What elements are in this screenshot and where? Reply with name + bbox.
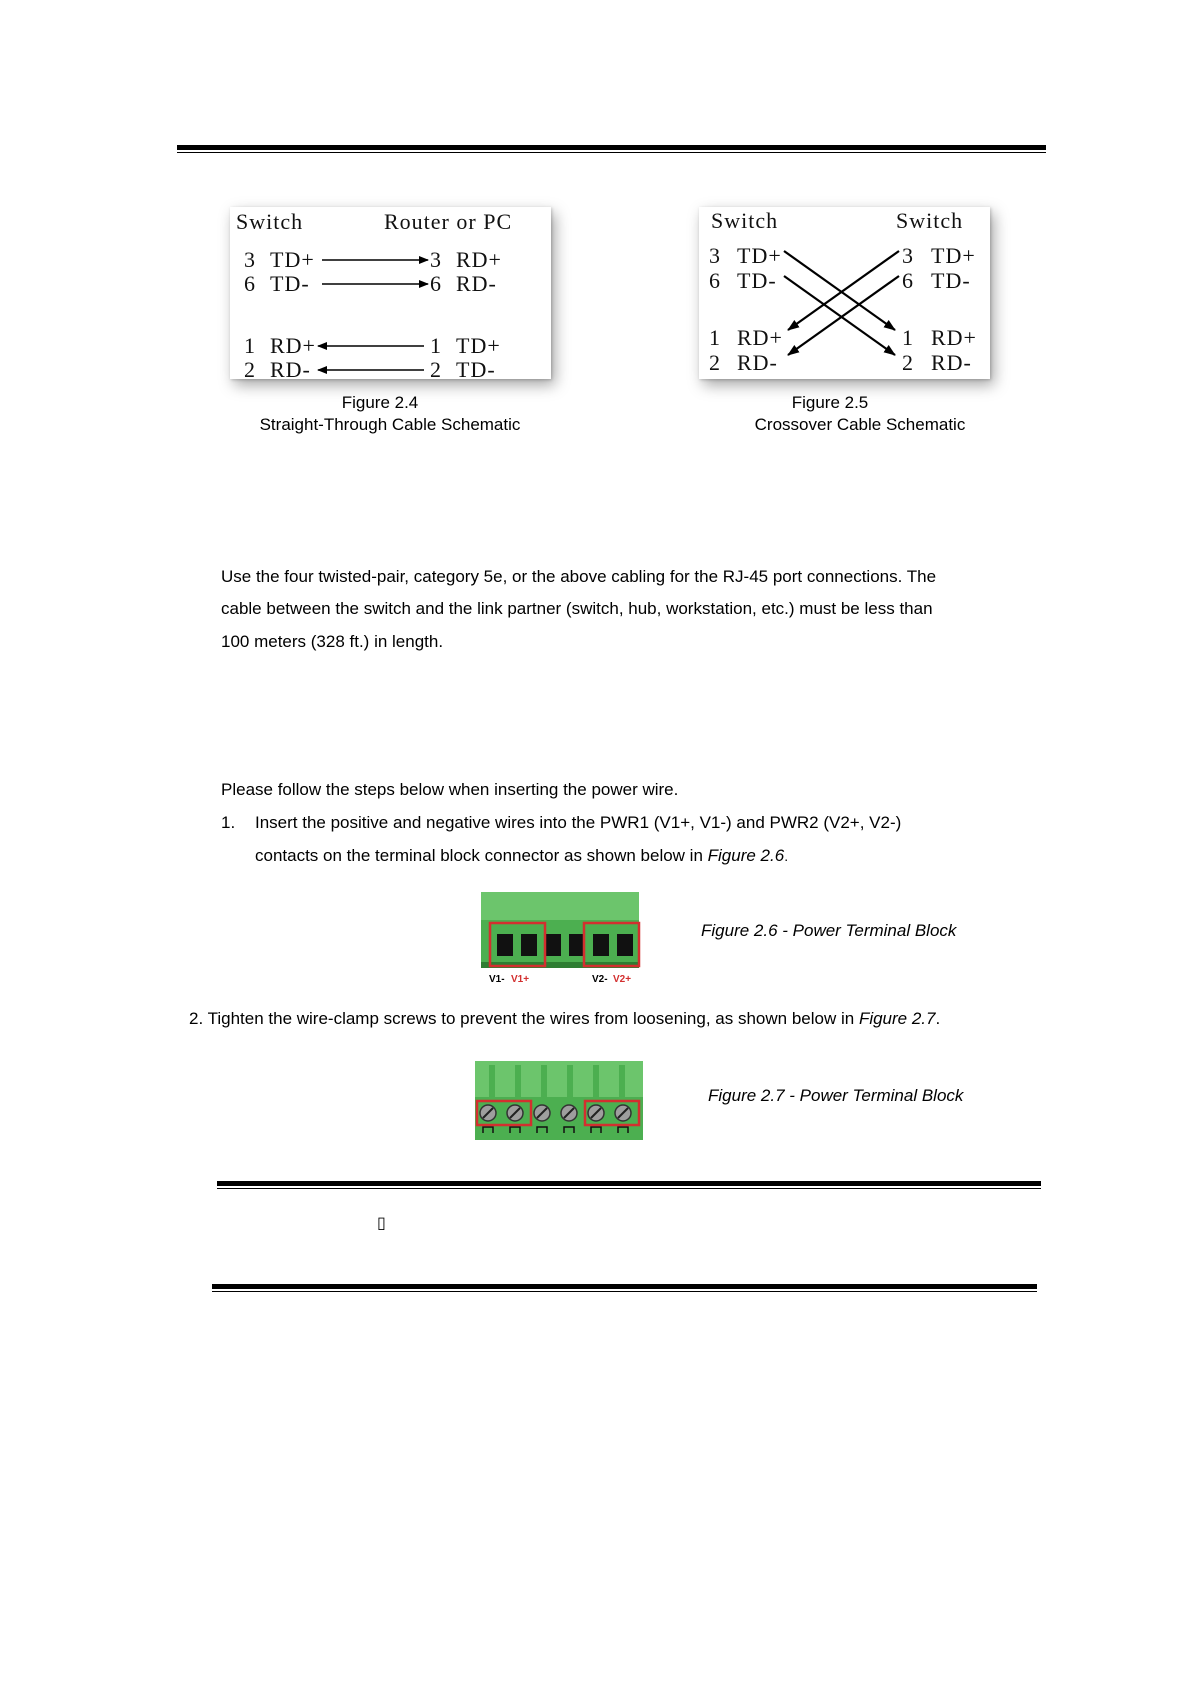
power-terminal-block-figure-2-7 (475, 1061, 643, 1140)
pin-left-num: 2 (709, 350, 721, 375)
pin-left-sig: TD- (737, 268, 777, 293)
figure-2-7-caption: Figure 2.7 - Power Terminal Block (708, 1086, 964, 1105)
pin-right-sig: RD- (931, 350, 972, 375)
pin-left-sig: TD- (270, 271, 310, 296)
pin-right-num: 3 (902, 243, 914, 268)
pin-right-sig: RD+ (931, 325, 977, 350)
figure-2-5-number: Figure 2.5 (791, 393, 869, 412)
note-bottom-rule-thick (212, 1284, 1037, 1289)
note-bottom-rule-thin (212, 1291, 1037, 1292)
schematic-right-title: Router or PC (384, 209, 513, 234)
pin-right-sig: TD+ (456, 333, 501, 358)
pin-right-sig: RD+ (456, 247, 502, 272)
pin-left-num: 6 (244, 271, 256, 296)
terminal-label-v1-neg: V1- (489, 974, 505, 985)
figure-2-4-title: Straight-Through Cable Schematic (259, 415, 521, 434)
cabling-paragraph-line: 100 meters (328 ft.) in length. (221, 632, 444, 651)
cabling-paragraph-line: Use the four twisted-pair, category 5e, or the above cabling for the RJ-45 port connections. The (221, 567, 937, 586)
power-intro: Please follow the steps below when inserting the power wire. (221, 780, 679, 799)
wire-arrow (788, 276, 899, 355)
header-rule-thin (177, 152, 1046, 153)
pin-right-sig: TD+ (931, 243, 976, 268)
pin-right-num: 6 (430, 271, 442, 296)
crossover-wires (699, 207, 990, 379)
terminal-label-v1-pos: V1+ (511, 974, 530, 985)
note-top-rule-thick (217, 1181, 1041, 1186)
pin-left-num: 3 (244, 247, 256, 272)
pin-left-num: 3 (709, 243, 721, 268)
pin-right-sig: TD- (456, 357, 496, 382)
step-1-text: contacts on the terminal block connector as shown below in (255, 846, 708, 865)
pin-left-num: 2 (244, 357, 256, 382)
crossover-schematic (699, 207, 990, 379)
terminal-label-v2-neg: V2- (592, 974, 608, 985)
pin-left-sig: TD+ (737, 243, 782, 268)
pin-right-num: 2 (430, 357, 442, 382)
wire-arrow (784, 276, 895, 355)
figure-2-4-number: Figure 2.4 (341, 393, 419, 412)
pin-right-num: 3 (430, 247, 442, 272)
pin-right-num: 6 (902, 268, 914, 293)
figure-2-7-reference: Figure 2.7 (858, 1009, 936, 1028)
step-1-line-1: Insert the positive and negative wires into the PWR1 (V1+, V1-) and PWR2 (V2+, V2-) (255, 813, 902, 832)
pin-left-sig: RD- (737, 350, 778, 375)
step-1-number: 1. (221, 813, 236, 832)
step-2 (189, 1003, 940, 1036)
note-top-rule-thin (217, 1188, 1041, 1189)
pin-right-sig: TD- (931, 268, 971, 293)
step-1-period: . (784, 848, 789, 864)
pin-left-sig: RD+ (737, 325, 783, 350)
schematic-right-title: Switch (896, 208, 964, 233)
step-2-text: 2. Tighten the wire-clamp screws to prevent the wires from loosening, as shown below in (189, 1009, 859, 1028)
cabling-paragraph-line: cable between the switch and the link partner (switch, hub, workstation, etc.) must be less than (221, 599, 933, 618)
pin-left-num: 1 (709, 325, 721, 350)
pin-left-sig: RD+ (270, 333, 316, 358)
figure-2-6-caption: Figure 2.6 - Power Terminal Block (701, 921, 957, 940)
pin-right-sig: RD- (456, 271, 497, 296)
pin-right-num: 1 (430, 333, 442, 358)
step-1-line-2 (255, 840, 788, 873)
pin-right-num: 2 (902, 350, 914, 375)
power-terminal-block-figure-2-6 (479, 892, 641, 989)
step-2-period: . (935, 1009, 941, 1028)
terminal-label-v2-pos: V2+ (613, 974, 632, 985)
pin-left-num: 6 (709, 268, 721, 293)
pin-left-sig: TD+ (270, 247, 315, 272)
straight-through-wires (230, 207, 551, 379)
straight-through-schematic (230, 207, 551, 382)
figure-2-6-reference: Figure 2.6 (707, 846, 785, 865)
header-rule-thick (177, 145, 1046, 150)
schematic-left-title: Switch (236, 209, 304, 234)
schematic-left-title: Switch (711, 208, 779, 233)
figure-2-5-title: Crossover Cable Schematic (754, 415, 966, 434)
pin-left-num: 1 (244, 333, 256, 358)
note-glyph: ▯ (377, 1213, 386, 1232)
pin-left-sig: RD- (270, 357, 311, 382)
pin-right-num: 1 (902, 325, 914, 350)
